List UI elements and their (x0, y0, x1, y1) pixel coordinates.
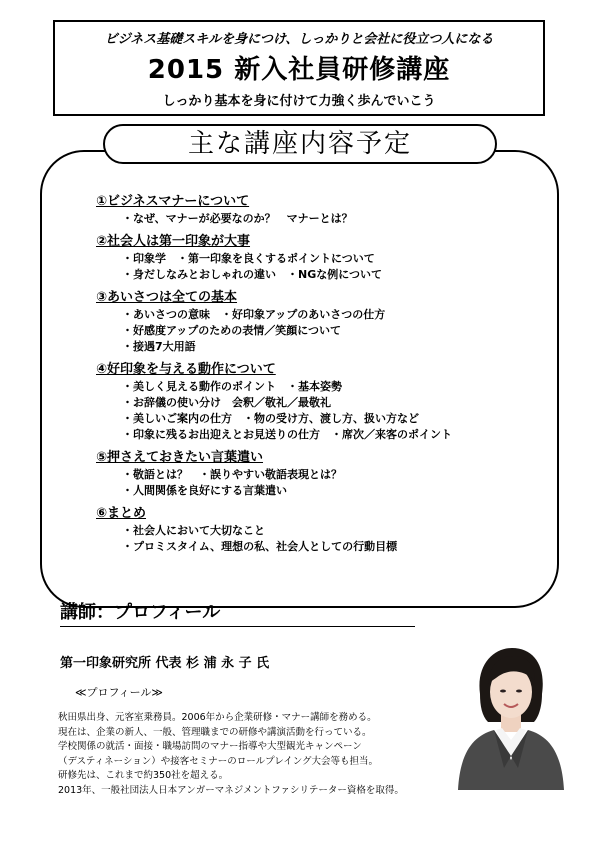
topic-4 (96, 358, 536, 443)
topic-item: ・人間関係を良好にする言葉遣い (122, 484, 287, 497)
lecturer-bio (58, 711, 438, 798)
lecturer-name: 第一印象研究所 代表 杉 浦 永 子 氏 (60, 656, 270, 671)
bio-line: （デスティネーション）や接客セミナーのロールプレイング大会等も担当。 (58, 755, 379, 767)
topic-heading: ④好印象を与える動作について (96, 362, 276, 377)
topic-item: ・あいさつの意味 ・好印象アップのあいさつの仕方 (122, 308, 386, 321)
topic-item: ・プロミスタイム、理想の私、社会人としての行動目標 (122, 540, 398, 553)
topic-heading: ⑥まとめ (96, 506, 147, 521)
bio-line: 秋田県出身、元客室乗務員。2006年から企業研修・マナー講師を務める。 (58, 712, 377, 723)
topic-6 (96, 502, 536, 555)
profile-label: ≪プロフィール≫ (75, 686, 163, 699)
lecturer-photo (438, 636, 572, 790)
topic-item: ・接遇7大用語 (122, 340, 196, 353)
topic-item: ・印象学 ・第一印象を良くするポイントについて (122, 252, 375, 265)
topic-1 (96, 190, 536, 227)
topic-2 (96, 230, 536, 283)
topic-heading: ③あいさつは全ての基本 (96, 290, 238, 305)
topic-heading: ①ビジネスマナーについて (96, 194, 250, 209)
topic-item: ・社会人において大切なこと (122, 524, 265, 537)
topic-3 (96, 286, 536, 355)
topic-item: ・美しいご案内の仕方 ・物の受け方、渡し方、扱い方など (122, 412, 419, 425)
topic-item: ・印象に残るお出迎えとお見送りの仕方 ・席次／来客のポイント (122, 428, 452, 441)
topic-item: ・敬語とは？ ・誤りやすい敬語表現とは？ (122, 468, 342, 481)
topic-list (96, 190, 536, 558)
header-box (53, 20, 545, 116)
tagline: ビジネス基礎スキルを身につけ、しっかりと会社に役立つ人になる (104, 32, 494, 47)
bio-line: 学校関係の就活・面接・職場訪問のマナー指導や大型観光キャンペーン (58, 741, 362, 752)
subtitle: しっかり基本を身に付けて力強く歩んでいこう (162, 94, 436, 109)
main-title: 2015 新入社員研修講座 (147, 55, 451, 85)
bio-line: 研修先は、これまで約350社を超える。 (58, 770, 229, 781)
topic-item: ・好感度アップのための表情／笑顔について (122, 324, 342, 337)
topic-item: ・なぜ、マナーが必要なのか？ マナーとは？ (122, 212, 353, 225)
lecturer-heading: 講師：プロフィール (60, 602, 221, 623)
bio-line: 現在は、企業の新人、一般、管理職までの研修や講演活動を行っている。 (58, 726, 372, 738)
topic-item: ・お辞儀の使い分け 会釈／敬礼／最敬礼 (122, 396, 331, 409)
topic-heading: ②社会人は第一印象が大事 (96, 234, 251, 249)
topic-5 (96, 446, 536, 499)
lecturer-divider (60, 626, 415, 627)
topic-item: ・身だしなみとおしゃれの違い ・NGな例について (122, 268, 383, 281)
topic-heading: ⑤押さえておきたい言葉遣い (96, 450, 264, 465)
topic-item: ・美しく見える動作のポイント ・基本姿勢 (122, 380, 342, 393)
bio-line: 2013年、一般社団法人日本アンガーマネジメントファシリテーター資格を取得。 (58, 784, 404, 796)
section-title: 主な講座内容予定 (103, 124, 497, 164)
